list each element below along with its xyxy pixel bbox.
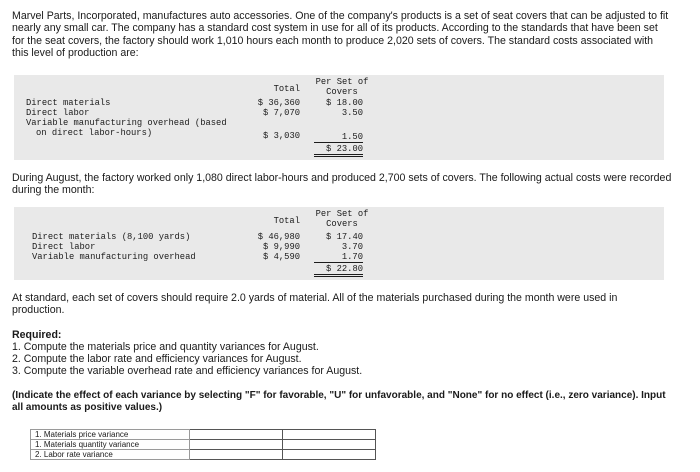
- row-per-set: 3.70: [341, 242, 363, 252]
- variance-amount-input[interactable]: [190, 440, 283, 450]
- intro-paragraph: Marvel Parts, Incorporated, manufactures auto accessories. One of the company's products is a set of seat covers that can be adjusted to fit nearly any small car. The company has a standard cost system in use for all of its products. According to the standards that have been set for the seat covers, the factory should work 1,010 hours each month to produce 2,020 sets of covers. The standard costs associated with this level of production are:: [12, 10, 669, 60]
- row-label: Direct labor: [32, 242, 96, 252]
- row-label: Direct materials (8,100 yards): [32, 232, 191, 242]
- required-heading: Required:: [12, 329, 62, 341]
- header-per-set-line1: Per Set of: [315, 77, 369, 87]
- answer-table: [30, 429, 376, 460]
- header-per-set-line1: Per Set of: [315, 209, 369, 219]
- row-label: Direct materials: [26, 98, 111, 108]
- row-total: $ 7,070: [263, 108, 300, 118]
- row-total: $ 46,980: [257, 232, 300, 242]
- row-total: $ 36,360: [257, 98, 300, 108]
- variance-effect-select[interactable]: [283, 440, 376, 450]
- row-label: Variable manufacturing overhead: [32, 252, 196, 262]
- standard-usage-paragraph: At standard, each set of covers should require 2.0 yards of material. All of the materials purchased during the month were used in production.: [12, 292, 618, 317]
- answer-row-label: 1. Materials quantity variance: [31, 440, 190, 450]
- instruction-text: (Indicate the effect of each variance by selecting "F" for favorable, "U" for unfavorable, and "None" for no effect (i.e., zero variance). Input all amounts as positive values.): [12, 390, 666, 414]
- row-label-continued: on direct labor-hours): [36, 128, 153, 138]
- row-per-set: $ 17.40: [326, 232, 363, 242]
- required-item: 2. Compute the labor rate and efficiency variances for August.: [12, 353, 302, 365]
- answer-row-label: 2. Labor rate variance: [31, 450, 190, 460]
- required-item: 3. Compute the variable overhead rate and efficiency variances for August.: [12, 365, 363, 377]
- required-item: 1. Compute the materials price and quantity variances for August.: [12, 341, 319, 353]
- variance-effect-select[interactable]: [283, 450, 376, 460]
- row-per-set: 1.50: [314, 132, 363, 143]
- august-paragraph: During August, the factory worked only 1,080 direct labor-hours and produced 2,700 sets of covers. The following actual costs were recorded during the month:: [12, 172, 672, 197]
- header-total: Total: [273, 84, 300, 94]
- row-label: Direct labor: [26, 108, 90, 118]
- header-total: Total: [273, 216, 300, 226]
- standard-cost-table: [14, 75, 664, 160]
- row-total: $ 9,990: [263, 242, 300, 252]
- row-per-set: 3.50: [341, 108, 363, 118]
- actual-cost-table: [14, 207, 664, 280]
- answer-row: [31, 450, 376, 460]
- total-per-set: $ 22.80: [314, 264, 363, 277]
- row-per-set: $ 18.00: [326, 98, 363, 108]
- variance-effect-select[interactable]: [283, 430, 376, 440]
- variance-amount-input[interactable]: [190, 430, 283, 440]
- answer-row-label: 1. Materials price variance: [31, 430, 190, 440]
- row-per-set: 1.70: [314, 252, 363, 263]
- row-total: $ 3,030: [263, 131, 300, 141]
- answer-row: [31, 430, 376, 440]
- answer-row: [31, 440, 376, 450]
- header-per-set-line2: Covers: [326, 87, 358, 97]
- header-per-set-line2: Covers: [326, 219, 358, 229]
- row-total: $ 4,590: [263, 252, 300, 262]
- row-label: Variable manufacturing overhead (based: [26, 118, 227, 128]
- variance-amount-input[interactable]: [190, 450, 283, 460]
- total-per-set: $ 23.00: [314, 144, 363, 157]
